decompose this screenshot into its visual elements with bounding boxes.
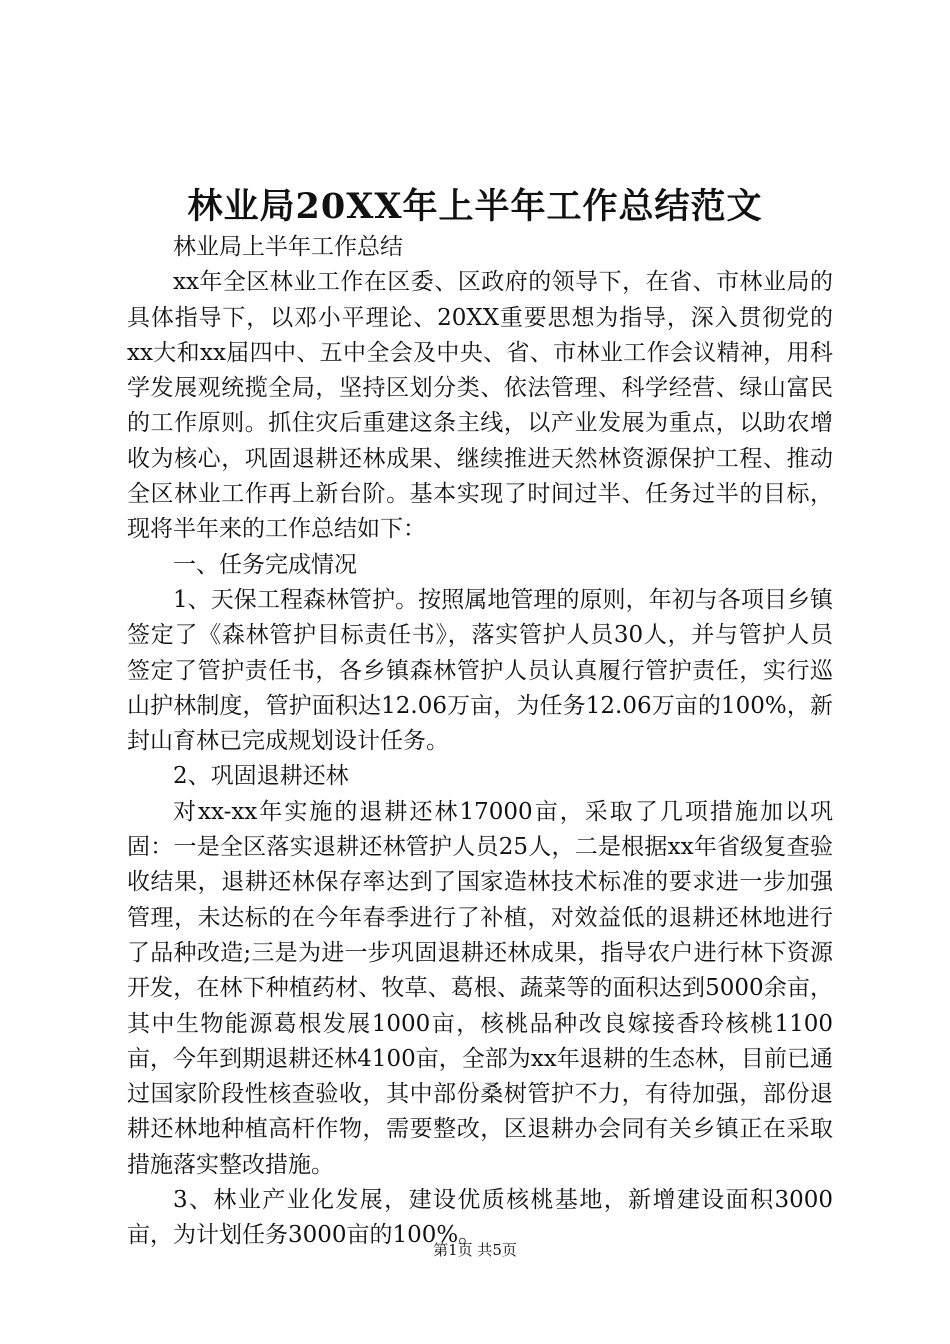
- document-body: [127, 230, 833, 1254]
- subtitle-paragraph: 林业局上半年工作总结: [173, 234, 403, 260]
- item-3-paragraph: 3、林业产业化发展，建设优质核桃基地，新增建设面积3000亩，为计划任务3000亩的100%。: [127, 1187, 833, 1249]
- intro-paragraph: xx年全区林业工作在区委、区政府的领导下，在省、市林业局的具体指导下，以邓小平理论、20XX重要思想为指导，深入贯彻党的xx大和xx届四中、五中全会及中央、省、市林业工作会议精神，用科学发展观统揽全局，坚持区划分类、依法管理、科学经营、绿山富民的工作原则。抓住灾后重建这条主线，以产业发展为重点，以助农增收为核心，巩固退耕还林成果、继续推进天然林资源保护工程、推动全区林业工作再上新台阶。基本实现了时间过半、任务过半的目标，现将半年来的工作总结如下：: [127, 269, 833, 543]
- page-footer: 第1页 共5页: [433, 1241, 517, 1259]
- section-heading: 一、任务完成情况: [173, 551, 357, 578]
- item-2-paragraph: 对xx-xx年实施的退耕还林17000亩，采取了几项措施加以巩固：一是全区落实退耕还林管护人员25人，二是根据xx年省级复查验收结果，退耕还林保存率达到了国家造林技术标准的要求进一步加强管理，未达标的在今年春季进行了补植，对效益低的退耕还林地进行了品种改造;三是为进一步巩固退耕还林成果，指导农户进行林下资源开发，在林下种植药材、牧草、葛根、蔬菜等的面积达到5000余亩，其中生物能源葛根发展1000亩，核桃品种改良嫁接香玲核桃1100亩，今年到期退耕还林4100亩，全部为xx年退耕的生态林，目前已通过国家阶段性核查验收，其中部份桑树管护不力，有待加强，部份退耕还林地种植高杆作物，需要整改，区退耕办会同有关乡镇正在采取措施落实整改措施。: [127, 798, 833, 1178]
- document-title: 林业局20XX年上半年工作总结范文: [187, 186, 763, 227]
- item-1-paragraph: 1、天保工程森林管护。按照属地管理的原则，年初与各项目乡镇签定了《森林管护目标责任书》，落实管护人员30人，并与管护人员签定了管护责任书，各乡镇森林管护人员认真履行管护责任，实行巡山护林制度，管护面积达12.06万亩，为任务12.06万亩的100%，新封山育林已完成规划设计任务。: [127, 586, 833, 755]
- item-2-heading: 2、巩固退耕还林: [173, 763, 349, 790]
